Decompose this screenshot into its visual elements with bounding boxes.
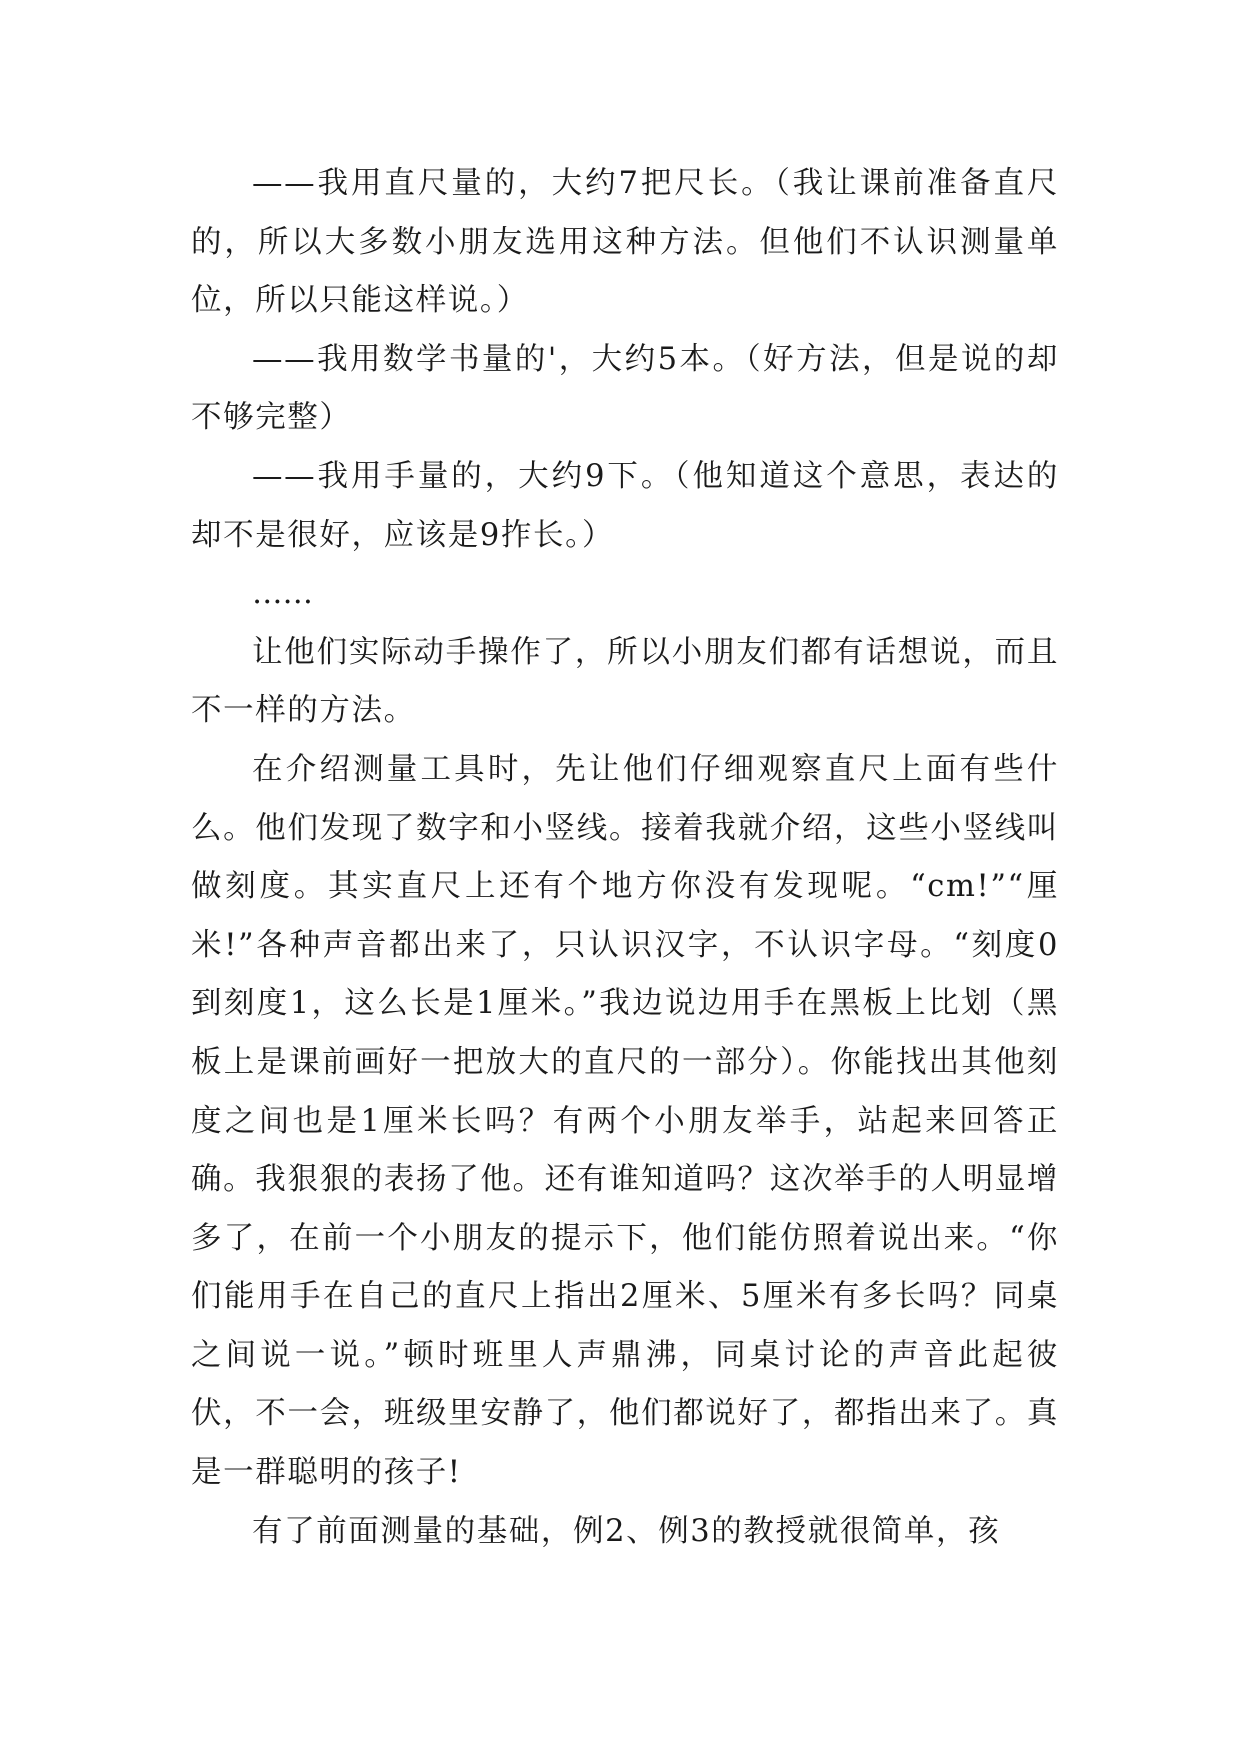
document-body (191, 155, 1059, 1561)
paragraph-ruler-measurement: ——我用直尺量的，大约7把尺长。（我让课前准备直尺的，所以大多数小朋友选用这种方法。但他们不认识测量单位，所以只能这样说。） (191, 166, 1059, 319)
paragraph-examples: 有了前面测量的基础，例2、例3的教授就很简单，孩 (252, 1513, 1001, 1549)
paragraph-ellipsis: …… (252, 576, 313, 612)
paragraph-measurement-tools: 在介绍测量工具时，先让他们仔细观察直尺上面有些什么。他们发现了数字和小竖线。接着我就介绍，这些小竖线叫做刻度。其实直尺上还有个地方你没有发现呢。“cm!”“厘米!”各种声音都出来了，只认识汉字，不认识字母。“刻度0到刻度1，这么长是1厘米。”我边说边用手在黑板上比划（黑板上是课前画好一把放大的直尺的一部分）。你能找出其他刻度之间也是1厘米长吗？有两个小朋友举手，站起来回答正确。我狠狠的表扬了他。还有谁知道吗？这次举手的人明显增多了，在前一个小朋友的提示下，他们能仿照着说出来。“你们能用手在自己的直尺上指出2厘米、5厘米有多长吗？同桌之间说一说。”顿时班里人声鼎沸，同桌讨论的声音此起彼伏，不一会，班级里安静了，他们都说好了，都指出来了。真是一群聪明的孩子! (191, 751, 1059, 1491)
paragraph-hands-on-operation: 让他们实际动手操作了，所以小朋友们都有话想说，而且不一样的方法。 (191, 634, 1059, 729)
paragraph-hand-measurement: ——我用手量的，大约9下。（他知道这个意思，表达的却不是很好，应该是9拃长。） (191, 458, 1059, 553)
paragraph-math-book-measurement: ——我用数学书量的'，大约5本。（好方法，但是说的却不够完整） (191, 341, 1059, 436)
